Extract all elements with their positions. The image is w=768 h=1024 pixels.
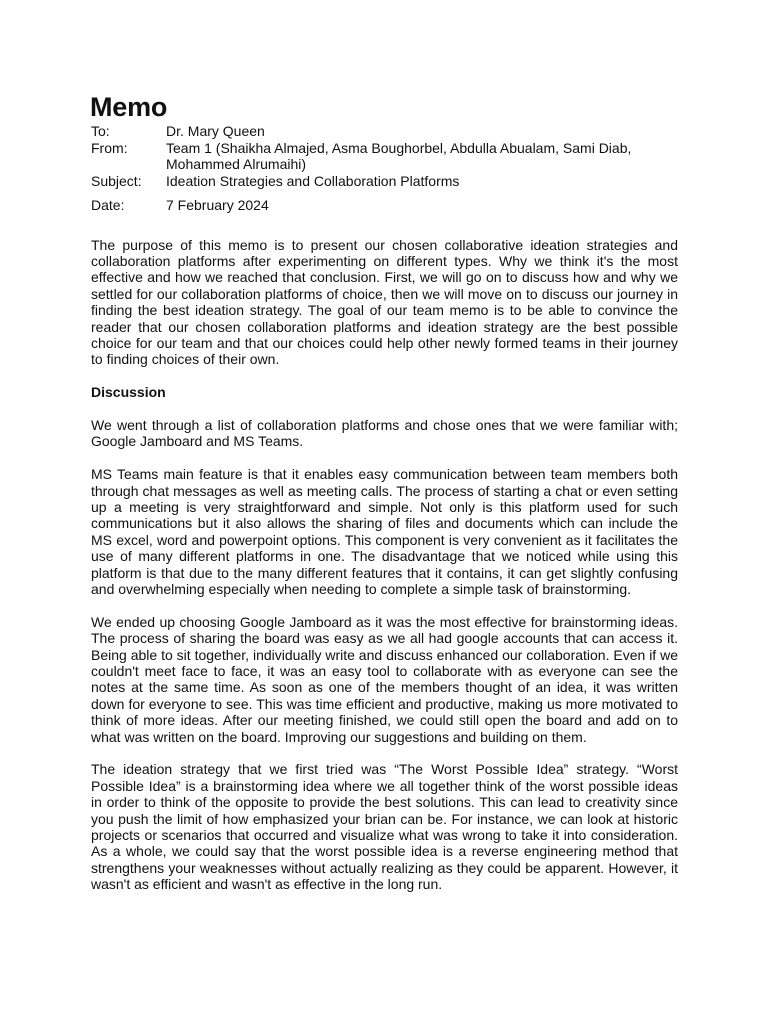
memo-document [91, 92, 678, 909]
memo-title: Memo [90, 92, 168, 122]
body-paragraph-ideation: The ideation strategy that we first tried was “The Worst Possible Idea” strategy. “Worst Possible Idea” is a brainstorming idea where we all together think of the worst possible ideas in order to think of the opposite to provide the best solutions. This can lead to creativity since you push the limit of how emphasized your brian can be. For instance, we can look at historic projects or scenarios that occurred and visualize what was wrong to take it into consideration. As a whole, we could say that the worst possible idea is a reverse engineering method that strengthens your weaknesses without actually realizing as they could be apparent. However, it wasn't as efficient and wasn't as effective in the long run. [91, 761, 678, 893]
date-row [91, 197, 678, 214]
memo-header [91, 123, 678, 214]
body-paragraph-ms-teams: MS Teams main feature is that it enables easy communication between team members both through chat messages as well as meeting calls. The process of starting a chat or even setting up a meeting is very straightforward and simple. Not only is this platform used for such communications but it also allows the sharing of files and documents which can include the MS excel, word and powerpoint options. This component is very convenient as it facilitates the use of many different platforms in one. The disadvantage that we noticed while using this platform is that due to the many different features that it contains, it can get slightly confusing and overwhelming especially when needing to complete a simple task of brainstorming. [91, 466, 678, 597]
to-label: To: [91, 123, 110, 139]
to-value: Dr. Mary Queen [166, 123, 265, 139]
to-row [91, 123, 678, 140]
date-value: 7 February 2024 [166, 197, 269, 213]
from-label: From: [91, 139, 128, 156]
memo-body [91, 237, 678, 893]
body-paragraph-platforms: We went through a list of collaboration platforms and chose ones that we were familiar with; Google Jamboard and MS Teams. [91, 416, 678, 450]
from-row [91, 140, 678, 173]
subject-value: Ideation Strategies and Collaboration Platforms [166, 172, 460, 189]
subject-row [91, 173, 678, 190]
body-paragraph-jamboard: We ended up choosing Google Jamboard as it was the most effective for brainstorming ideas. The process of sharing the board was easy as we all had google accounts that can access it. Being able to sit together, individually write and discuss enhanced our collaboration. Even if we couldn't meet face to face, it was an easy tool to collaborate with as everyone can see the notes at the same time. As soon as one of the members thought of an idea, it was written down for everyone to see. This was time efficient and productive, making us more motivated to think of more ideas. After our meeting finished, we could still open the board and add on to what was written on the board. Improving our suggestions and building on them. [91, 613, 678, 745]
from-value: Team 1 (Shaikha Almajed, Asma Boughorbel, Abdulla Abualam, Sami Diab, Mohammed Alrumaihi) [166, 139, 632, 172]
discussion-heading: Discussion [91, 384, 166, 401]
subject-label: Subject: [91, 172, 142, 189]
date-label: Date: [91, 197, 125, 213]
intro-paragraph: The purpose of this memo is to present our chosen collaborative ideation strategies and collaboration platforms after experimenting on different types. Why we think it's the most effective and how we reached that conclusion. First, we will go on to discuss how and why we settled for our collaboration platforms of choice, then we will move on to discuss our journey in finding the best ideation strategy. The goal of our team memo is to be able to convince the reader that our chosen collaboration platforms and ideation strategy are the best possible choice for our team and that our choices could help other newly formed teams in their journey to finding choices of their own. [91, 236, 678, 368]
